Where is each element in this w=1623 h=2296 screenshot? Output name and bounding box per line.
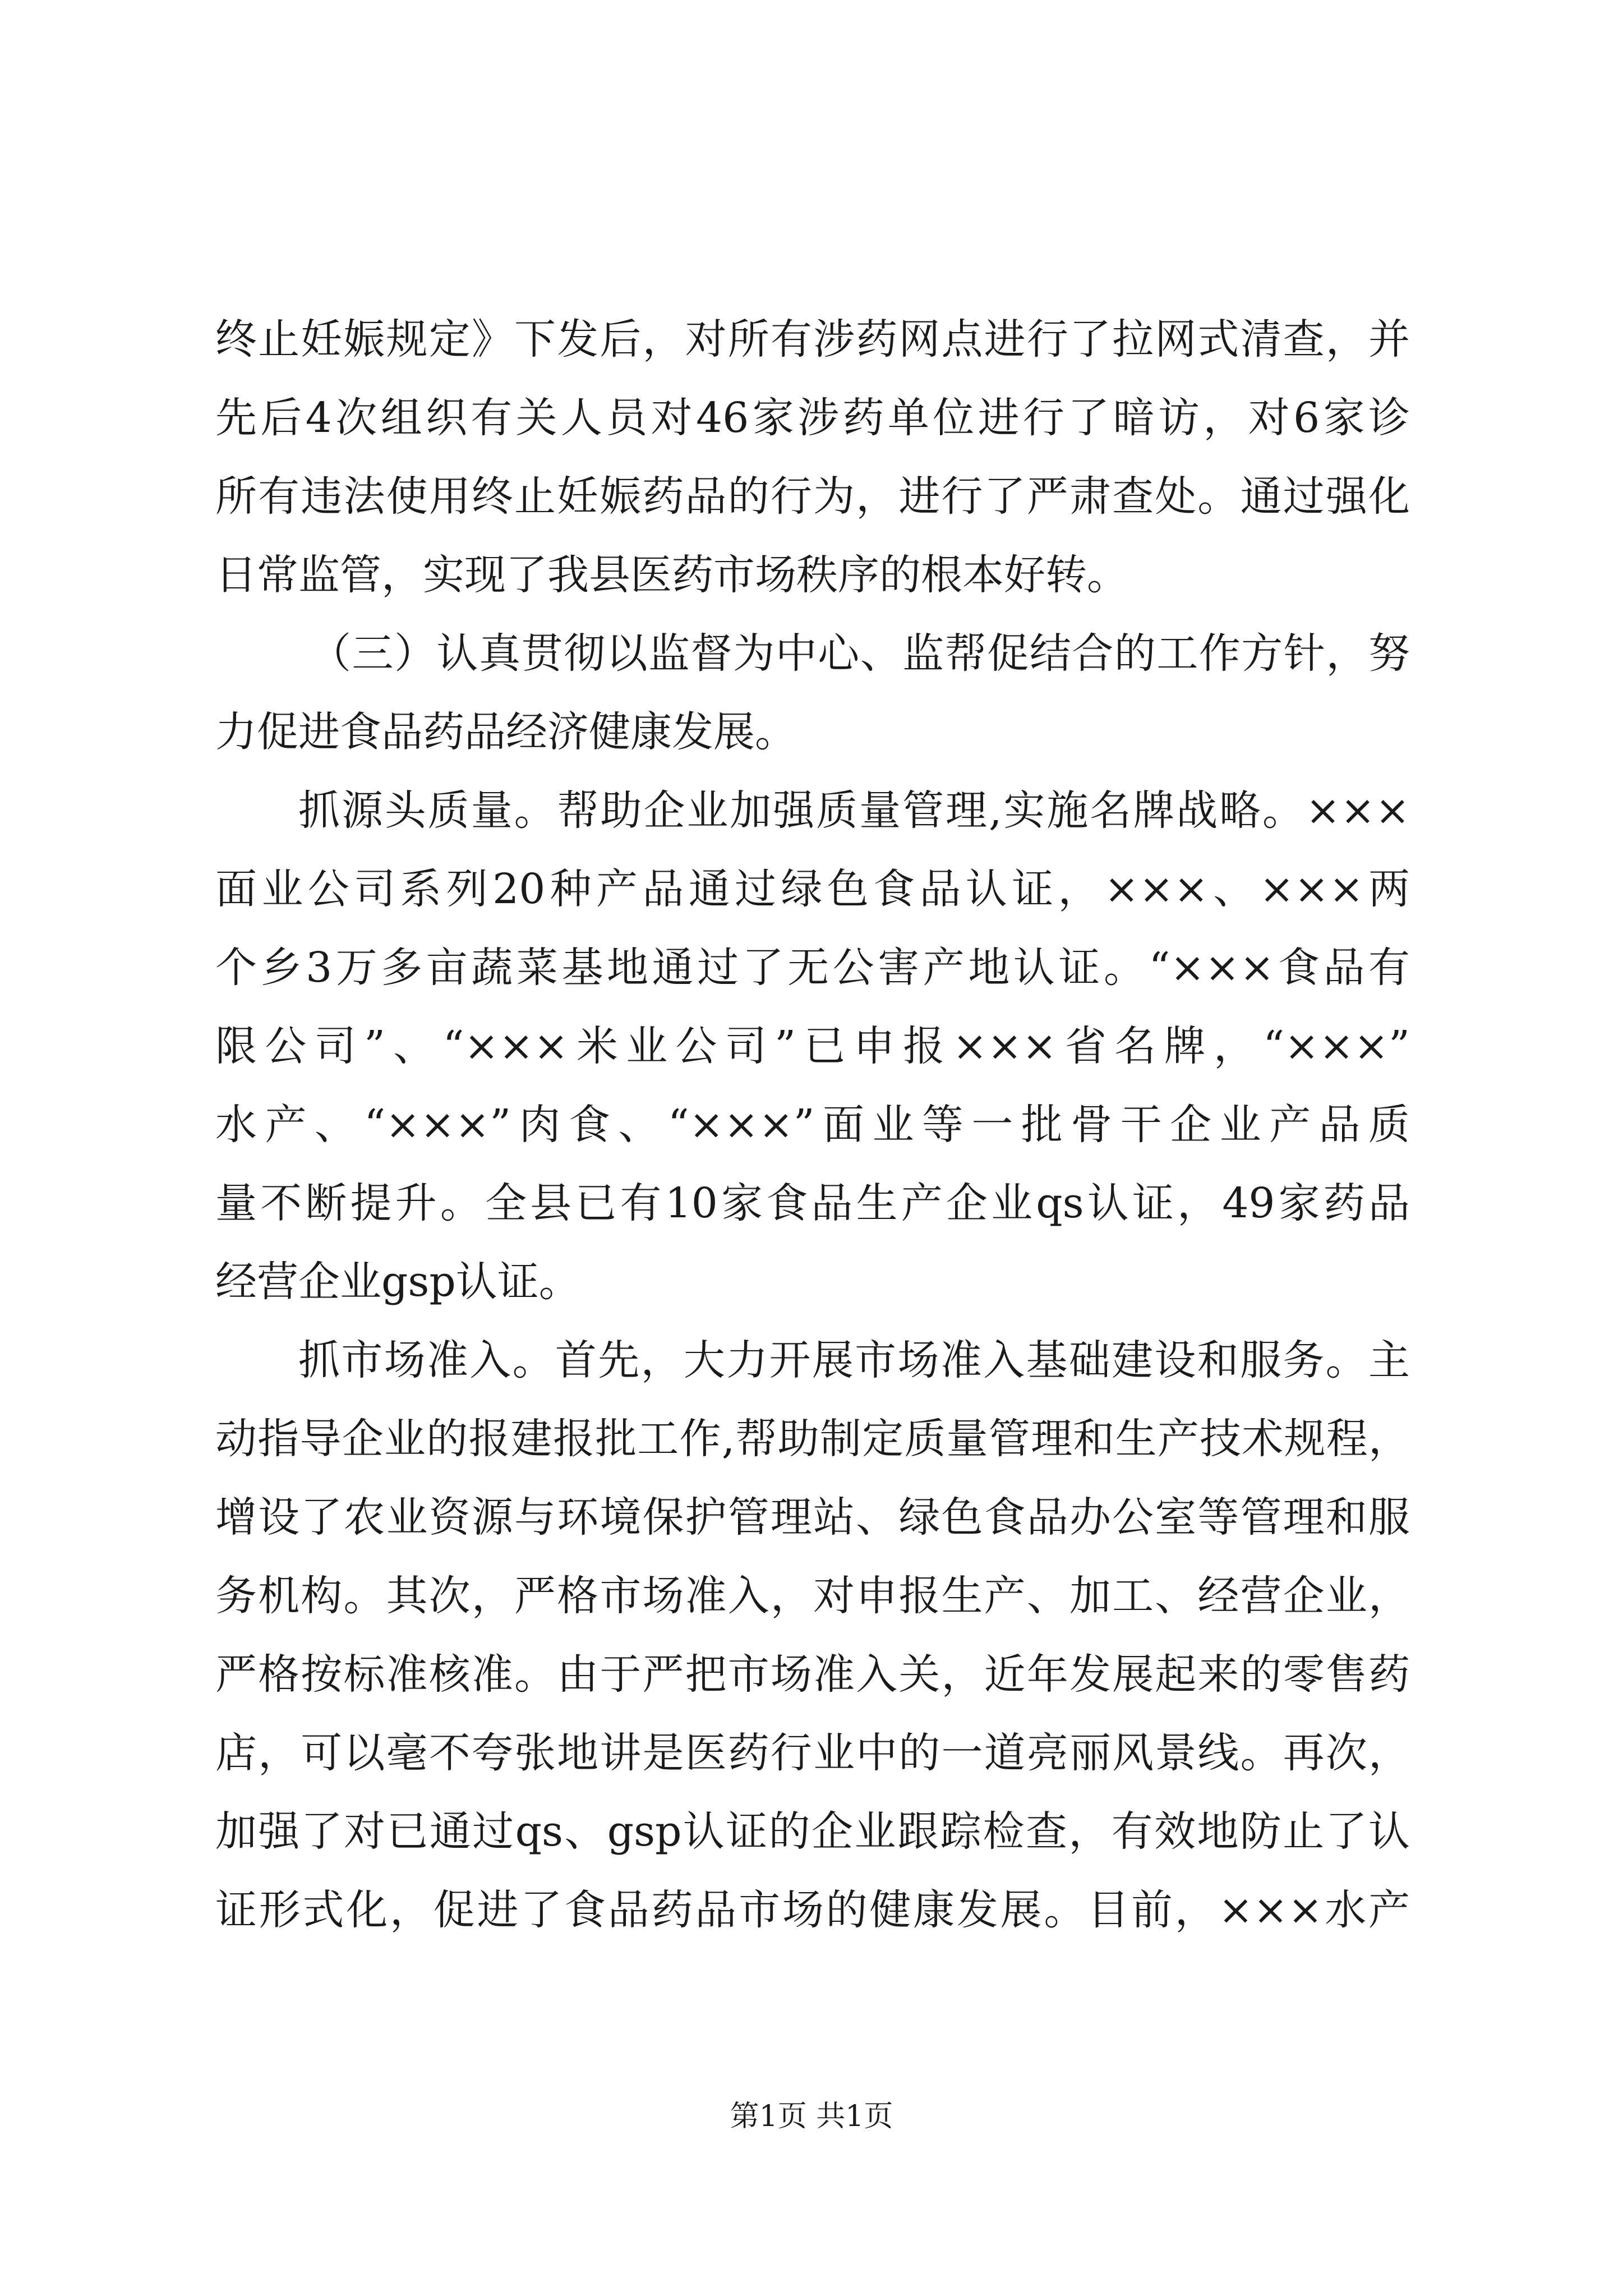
text-line-19: 店，可以毫不夸张地讲是医药行业中的一道亮丽风景线。再次， bbox=[215, 1729, 1410, 1777]
text-line-11: 水产、“×××”肉食、“×××”面业等一批骨干企业产品质 bbox=[215, 1101, 1410, 1149]
text-line-10: 限公司”、“×××米业公司”已申报×××省名牌，“×××” bbox=[215, 1022, 1410, 1070]
text-line-3: 所有违法使用终止妊娠药品的行为，进行了严肃查处。通过强化 bbox=[215, 472, 1410, 521]
page-footer: 第1页 共1页 bbox=[730, 2100, 893, 2133]
text-line-18: 严格按标准核准。由于严把市场准入关，近年发展起来的零售药 bbox=[215, 1650, 1410, 1699]
text-line-17: 务机构。其次，严格市场准入，对申报生产、加工、经营企业， bbox=[215, 1572, 1410, 1620]
text-line-20: 加强了对已通过qs、gsp认证的企业跟踪检查，有效地防止了认 bbox=[215, 1807, 1410, 1856]
text-line-7: 抓源头质量。帮助企业加强质量管理,实施名牌战略。××× bbox=[298, 786, 1410, 835]
section-heading-line-2: 力促进食品药品经济健康发展。 bbox=[215, 708, 796, 756]
section-heading-line-1: （三）认真贯彻以监督为中心、监帮促结合的工作方针，努 bbox=[310, 629, 1410, 678]
text-line-4: 日常监管，实现了我县医药市场秩序的根本好转。 bbox=[215, 551, 1128, 599]
text-line-15: 动指导企业的报建报批工作,帮助制定质量管理和生产技术规程， bbox=[215, 1415, 1410, 1463]
text-line-13: 经营企业gsp认证。 bbox=[215, 1258, 580, 1306]
text-line-1: 终止妊娠规定》下发后，对所有涉药网点进行了拉网式清查，并 bbox=[215, 315, 1410, 364]
text-line-9: 个乡3万多亩蔬菜基地通过了无公害产地认证。“×××食品有 bbox=[215, 944, 1410, 992]
text-line-8: 面业公司系列20种产品通过绿色食品认证，×××、×××两 bbox=[215, 865, 1410, 913]
text-line-14: 抓市场准入。首先，大力开展市场准入基础建设和服务。主 bbox=[298, 1336, 1410, 1384]
text-line-16: 增设了农业资源与环境保护管理站、绿色食品办公室等管理和服 bbox=[215, 1493, 1410, 1542]
text-line-21: 证形式化，促进了食品药品市场的健康发展。目前，×××水产 bbox=[215, 1886, 1410, 1934]
text-line-12: 量不断提升。全县已有10家食品生产企业qs认证，49家药品 bbox=[215, 1179, 1410, 1227]
text-line-2: 先后4次组织有关人员对46家涉药单位进行了暗访，对6家诊 bbox=[215, 394, 1410, 442]
